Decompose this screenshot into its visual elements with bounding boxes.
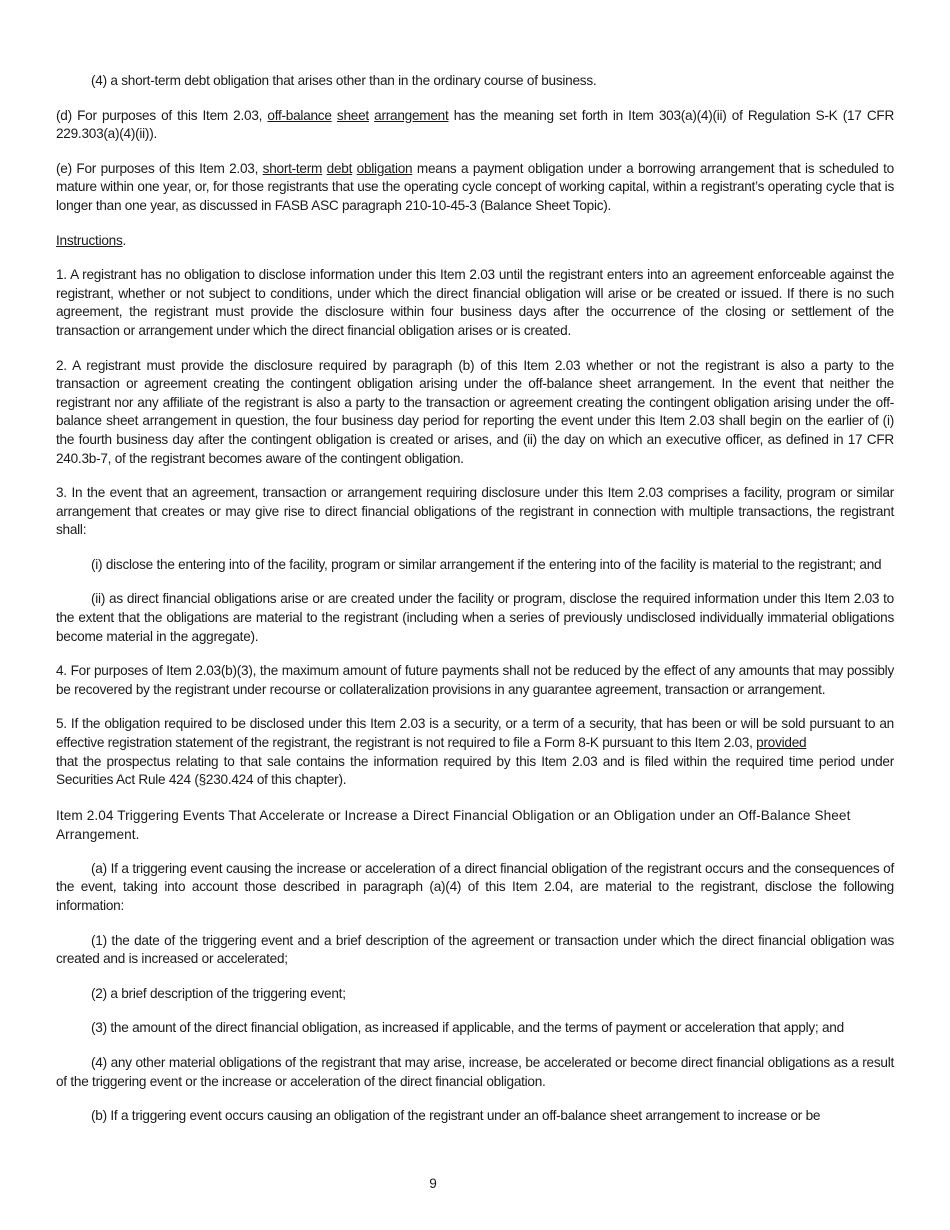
instruction-3: 3. In the event that an agreement, transaction or arrangement requiring disclosure under this Item 2.03 comprises a facility, program or similar arrangement that creates or may give rise to direct financial obligations of the registrant in connection with multiple transactions, the registrant shall: bbox=[56, 485, 894, 538]
instruction-3-ii: (ii) as direct financial obligations arise or are created under the facility or program, disclose the required information under this Item 2.03 to the extent that the obligations are material to the registrant (including when a series of previously undisclosed individually immaterial obligations become material in the aggregate). bbox=[56, 591, 894, 644]
paragraph-2-03-e bbox=[56, 160, 894, 216]
paragraph-text: 5. If the obligation required to be disclosed under this Item 2.03 is a security, or a term of a security, that has been or will be sold pursuant to an effective registration statement of the registrant, the registrant is not required to file a Form 8-K pursuant to this Item 2.03, bbox=[56, 716, 894, 751]
paragraph-text: means a payment obligation under a borrowing arrangement that is scheduled to mature within one year, or, for those registrants that use the operating cycle concept of working capital, within a registrant’s operating cycle that is longer than one year, as discussed in FASB ASC paragraph 210-10-45-3 (Balance Sheet Topic). bbox=[56, 160, 894, 213]
instructions-period: . bbox=[122, 232, 127, 248]
page-number: 9 bbox=[429, 1176, 437, 1191]
paragraph-2-03-a4: (4) a short-term debt obligation that arises other than in the ordinary course of business. bbox=[91, 73, 597, 88]
defined-term: sheet bbox=[336, 107, 369, 123]
defined-term: provided bbox=[756, 735, 807, 751]
instruction-1: 1. A registrant has no obligation to disclose information under this Item 2.03 until the registrant enters into an agreement enforceable against the registrant, whether or not subject to conditions, under which the direct financial obligation will arise or be created or issued. If there is no such agreement, the registrant must provide the disclosure within four business days after the occurrence of the closing or settlement of the transaction or arrangement under which the direct financial obligation arises or is created. bbox=[56, 267, 894, 338]
instructions-heading bbox=[56, 232, 894, 251]
defined-term: off-balance bbox=[267, 107, 332, 123]
paragraph-text: has the meaning set forth in Item 303(a)(4)(ii) of Regulation S-K (17 CFR 229.303(a)(4)(ii)). bbox=[56, 107, 895, 142]
instructions-label: Instructions bbox=[56, 232, 123, 248]
instruction-4: 4. For purposes of Item 2.03(b)(3), the maximum amount of future payments shall not be reduced by the effect of any amounts that may possibly be recovered by the registrant under recourse or collateralization provisions in any guarantee agreement, transaction or arrangement. bbox=[56, 663, 894, 697]
instruction-2: 2. A registrant must provide the disclosure required by paragraph (b) of this Item 2.03 whether or not the registrant is also a party to the transaction or agreement creating the contingent obligation arising under the off-balance sheet arrangement. In the event that neither the registrant nor any affiliate of the registrant is also a party to the transaction or agreement creating the contingent obligation arising under the off-balance sheet arrangement in question, the four business day period for reporting the event under this Item 2.03 shall begin on the earlier of (i) the fourth business day after the contingent obligation is created or arises, and (ii) the day on which an executive officer, as defined in 17 CFR 240.3b-7, of the registrant becomes aware of the contingent obligation. bbox=[56, 357, 894, 466]
defined-term: arrangement bbox=[374, 107, 449, 123]
paragraph-text: (e) For purposes of this Item 2.03, bbox=[56, 160, 263, 176]
defined-term: short-term bbox=[262, 160, 323, 176]
defined-term: debt bbox=[326, 160, 353, 176]
document-body bbox=[56, 72, 894, 1142]
paragraph-2-04-a2: (2) a brief description of the triggering event; bbox=[91, 985, 346, 1001]
paragraph-2-04-a: (a) If a triggering event causing the increase or acceleration of a direct financial obligation of the registrant occurs and the consequences of the event, taking into account those described in paragraph (a)(4) of this Item 2.04, are material to the registrant, disclose the following information: bbox=[56, 860, 894, 913]
defined-term: obligation bbox=[356, 160, 413, 176]
instruction-3-i: (i) disclose the entering into of the facility, program or similar arrangement if the entering into of the facility is material to the registrant; and bbox=[91, 556, 882, 572]
paragraph-2-03-d bbox=[56, 107, 894, 144]
item-2-04-heading: Item 2.04 Triggering Events That Accelerate or Increase a Direct Financial Obligation or an Obligation under an Off-Balance Sheet Arrangement. bbox=[56, 807, 851, 842]
paragraph-2-04-a4: (4) any other material obligations of the registrant that may arise, increase, be accelerated or become direct financial obligations as a result of the triggering event or the increase or acceleration of the direct financial obligation. bbox=[56, 1054, 894, 1089]
paragraph-2-04-a3: (3) the amount of the direct financial obligation, as increased if applicable, and the terms of payment or acceleration that apply; and bbox=[91, 1020, 844, 1036]
paragraph-text: (d) For purposes of this Item 2.03, bbox=[56, 107, 268, 123]
paragraph-text: that the prospectus relating to that sale contains the information required by this Item 2.03 and is filed within the required time period under Securities Act Rule 424 (§230.424 of this chapter). bbox=[56, 753, 894, 788]
paragraph-2-04-a1: (1) the date of the triggering event and a brief description of the agreement or transaction under which the direct financial obligation was created and is increased or accelerated; bbox=[56, 932, 894, 967]
paragraph-2-04-b: (b) If a triggering event occurs causing an obligation of the registrant under an off-balance sheet arrangement to increase or be bbox=[91, 1108, 821, 1124]
instruction-5 bbox=[56, 715, 894, 789]
